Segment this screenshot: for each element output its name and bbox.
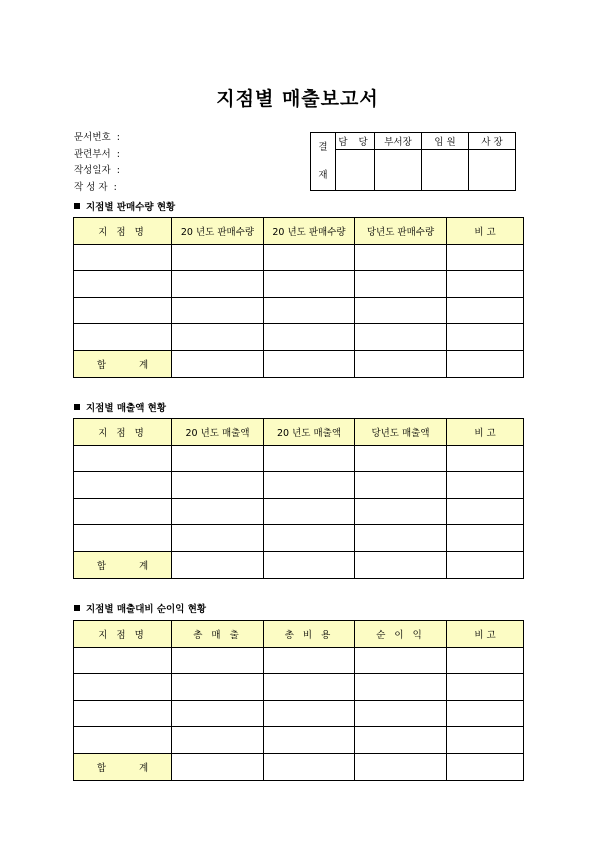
table-row	[74, 727, 524, 754]
section-title-sales-qty	[74, 199, 175, 213]
section-title-sales-amount	[74, 400, 166, 414]
col-header-current: 당년도 판매수량	[355, 218, 447, 245]
col-header-branch: 지 점 명	[74, 419, 172, 446]
section-title-text: 지점별 매출대비 순이익 현황	[86, 604, 207, 615]
table-header-row	[74, 419, 524, 446]
table-header-row	[74, 218, 524, 245]
meta-row-department	[74, 147, 120, 164]
square-bullet-icon	[74, 203, 80, 209]
col-header-net-profit: 순 이 익	[355, 621, 447, 648]
col-header-current: 당년도 매출액	[355, 419, 447, 446]
meta-label: 관련부서	[74, 148, 111, 160]
col-header-note: 비 고	[447, 218, 524, 245]
meta-label: 문서번호	[74, 132, 111, 143]
approval-header-manager: 부서장	[375, 133, 422, 150]
table-row	[74, 297, 524, 324]
meta-separator: :	[116, 165, 120, 176]
section-title-text: 지점별 매출액 현황	[86, 403, 167, 414]
approval-sign-executive[interactable]	[422, 150, 469, 191]
section-title-text: 지점별 판매수량 현황	[86, 202, 176, 213]
meta-separator: :	[116, 132, 120, 143]
col-header-note: 비 고	[447, 621, 524, 648]
table-row	[74, 271, 524, 298]
meta-separator: :	[113, 181, 117, 193]
meta-label: 작성일자	[74, 165, 111, 176]
meta-row-author	[74, 180, 120, 197]
meta-separator: :	[116, 148, 120, 160]
table-header-row	[74, 621, 524, 648]
col-header-year1: 20 년도 매출액	[172, 419, 264, 446]
col-header-year2: 20 년도 매출액	[264, 419, 355, 446]
sum-label: 합 계	[74, 551, 172, 578]
approval-header-executive: 임 원	[422, 133, 469, 150]
table-row	[74, 525, 524, 552]
table-row	[74, 445, 524, 472]
table-row	[74, 472, 524, 499]
approval-side-label	[311, 133, 336, 191]
table-row	[74, 674, 524, 701]
document-meta	[74, 130, 120, 196]
meta-label: 작 성 자	[74, 181, 108, 193]
document-title: 지점별 매출보고서	[216, 88, 379, 110]
approval-side-top: 결	[318, 141, 328, 153]
sum-label: 합 계	[74, 753, 172, 780]
table-row	[74, 498, 524, 525]
square-bullet-icon	[74, 605, 80, 611]
square-bullet-icon	[74, 404, 80, 410]
table-row	[74, 324, 524, 351]
table-sum-row	[74, 350, 524, 377]
col-header-total-sales: 총 매 출	[172, 621, 264, 648]
approval-header-president: 사 장	[469, 133, 516, 150]
approval-header-staff: 담 당	[336, 133, 375, 150]
col-header-year1: 20 년도 판매수량	[172, 218, 264, 245]
meta-row-doc-number	[74, 130, 120, 147]
table-row	[74, 700, 524, 727]
approval-sign-manager[interactable]	[375, 150, 422, 191]
table-net-profit	[73, 620, 524, 781]
table-sum-row	[74, 551, 524, 578]
col-header-note: 비 고	[447, 419, 524, 446]
col-header-branch: 지 점 명	[74, 218, 172, 245]
table-sum-row	[74, 753, 524, 780]
table-row	[74, 647, 524, 674]
sum-label: 합 계	[74, 350, 172, 377]
col-header-year2: 20 년도 판매수량	[264, 218, 355, 245]
approval-sign-staff[interactable]	[336, 150, 375, 191]
table-sales-qty	[73, 217, 524, 378]
meta-row-date	[74, 163, 120, 180]
approval-sign-president[interactable]	[469, 150, 516, 191]
col-header-total-cost: 총 비 용	[264, 621, 355, 648]
table-row	[74, 244, 524, 271]
approval-box	[310, 132, 516, 191]
col-header-branch: 지 점 명	[74, 621, 172, 648]
approval-side-bottom: 재	[318, 169, 328, 181]
table-sales-amount	[73, 418, 524, 579]
section-title-net-profit	[74, 601, 206, 615]
